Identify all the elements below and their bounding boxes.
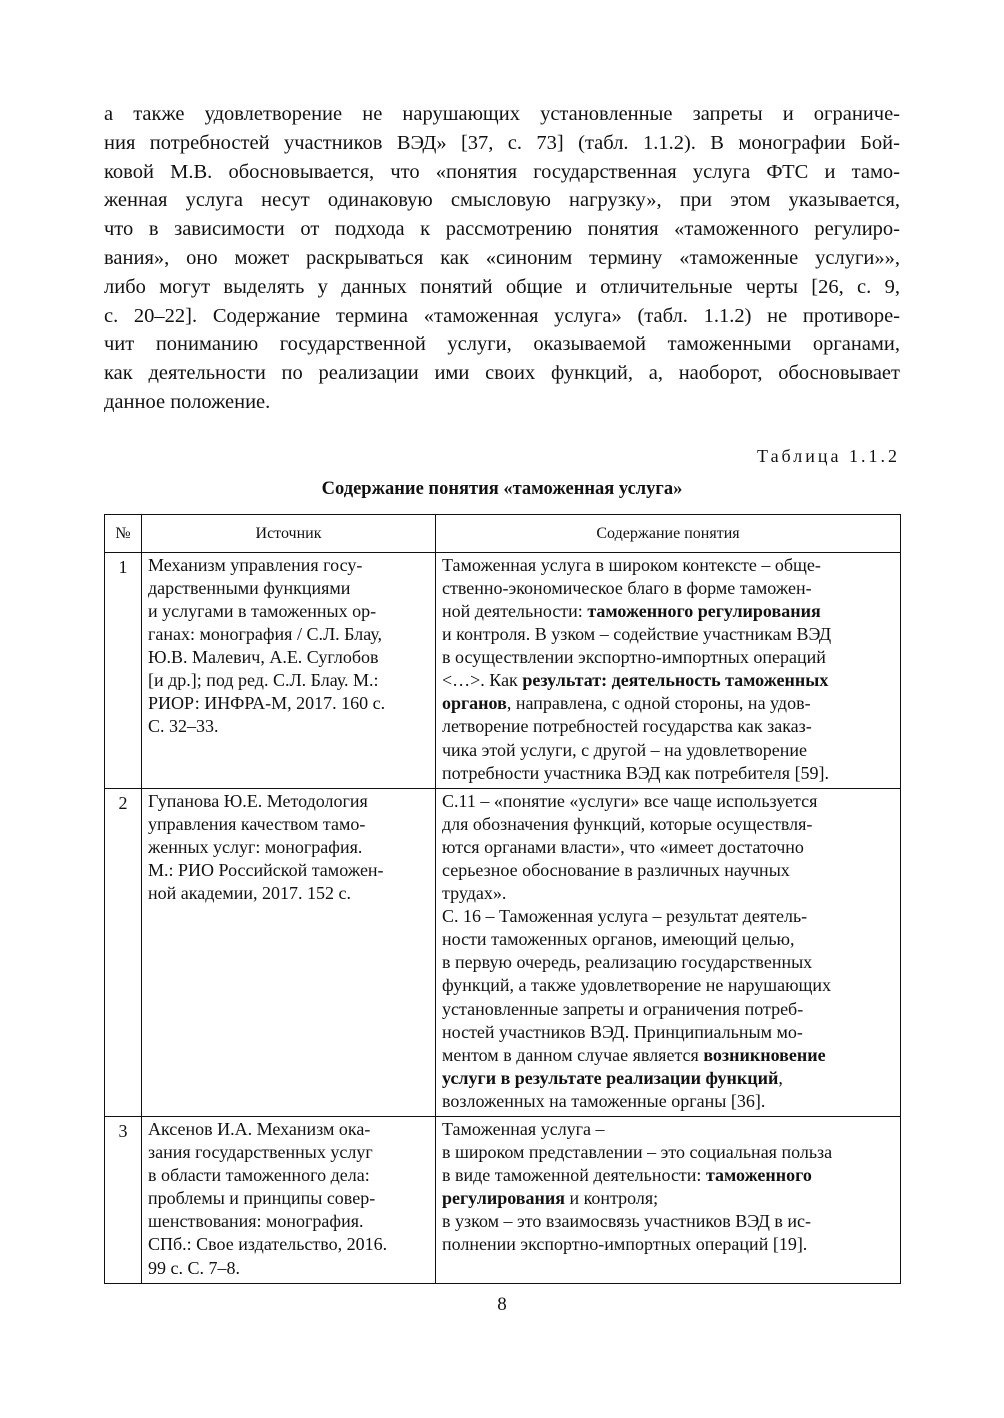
content-line: [442, 1187, 894, 1210]
content-cell: [436, 552, 901, 788]
content-text: ной деятельности:: [442, 600, 588, 621]
content-emphasis: органов: [442, 693, 507, 714]
header-number: №: [105, 514, 142, 552]
definitions-table: [104, 514, 901, 1284]
header-content: Содержание понятия: [436, 514, 901, 552]
source-line: М.: РИО Российской таможен-: [148, 859, 384, 880]
content-line: полнении экспортно-импортных операций [19].: [442, 1234, 808, 1255]
source-line: 99 с. С. 7–8.: [148, 1257, 240, 1278]
content-line: функций, а также удовлетворение не нарушающих: [442, 975, 832, 996]
paragraph-line: женная услуга несут одинаковую смысловую нагрузку», при этом указывается,: [104, 189, 900, 212]
source-line: Аксенов И.А. Механизм ока-: [148, 1119, 371, 1140]
content-text: ,: [778, 1067, 783, 1088]
source-line: Ю.В. Малевич, А.Е. Суглобов: [148, 647, 379, 668]
source-line: в области таможенного дела:: [148, 1165, 370, 1186]
content-line: С. 16 – Таможенная услуга – результат деятель-: [442, 906, 808, 927]
content-text: , направлена, с одной стороны, на удов-: [506, 693, 811, 714]
content-line: и контроля. В узком – содействие участникам ВЭД: [442, 624, 832, 645]
content-line: серьезное обоснование в различных научных: [442, 859, 790, 880]
source-line: РИОР: ИНФРА-М, 2017. 160 с.: [148, 693, 386, 714]
row-number: 2: [105, 788, 142, 1116]
source-line: ной академии, 2017. 152 с.: [148, 883, 352, 904]
source-line: С. 32–33.: [148, 716, 219, 737]
paragraph-line: с. 20–22]. Содержание термина «таможенная услуга» (табл. 1.1.2) не противоре-: [104, 304, 900, 327]
table-number: Таблица 1.1.2: [757, 445, 900, 466]
content-line: ственно-экономическое благо в форме таможен-: [442, 577, 812, 598]
content-text: в виде таможенной деятельности:: [442, 1165, 706, 1186]
content-emphasis: регулирования: [442, 1188, 565, 1209]
paragraph-line: как деятельности по реализации ими своих функций, а, наоборот, обосновывает: [104, 362, 900, 385]
source-line: Механизм управления госу-: [148, 554, 363, 575]
content-line: Таможенная услуга –: [442, 1119, 605, 1140]
row-number: 3: [105, 1117, 142, 1284]
content-line: Таможенная услуга в широком контексте – обще-: [442, 554, 821, 575]
content-emphasis: таможенного: [705, 1165, 812, 1186]
content-line: летворение потребностей государства как заказ-: [442, 716, 812, 737]
table-row: [105, 1117, 901, 1284]
content-line: [442, 692, 894, 715]
source-cell: [142, 1117, 436, 1284]
source-line: Гупанова Ю.Е. Методология: [148, 790, 368, 811]
content-line: С.11 – «понятие «услуги» все чаще используется: [442, 790, 818, 811]
content-emphasis: возникновение: [703, 1044, 826, 1065]
table-title: Содержание понятия «таможенная услуга»: [321, 478, 683, 499]
content-line: [442, 1044, 894, 1067]
source-line: ганах: монография / С.Л. Блау,: [148, 624, 383, 645]
content-line: для обозначения функций, которые осуществля-: [442, 813, 813, 834]
body-paragraph: [104, 100, 900, 417]
page-number: 8: [497, 1294, 507, 1315]
content-line: ности таможенных органов, имеющий целью,: [442, 929, 795, 950]
content-line: ются органами власти», что «имеет достаточно: [442, 836, 804, 857]
table-row: [105, 552, 901, 788]
content-line: ностей участников ВЭД. Принципиальным мо-: [442, 1021, 803, 1042]
paragraph-line: либо могут выделять у данных понятий общие и отличительные черты [26, с. 9,: [104, 275, 900, 298]
content-line: в осуществлении экспортно-импортных операций: [442, 647, 826, 668]
content-line: возложенных на таможенные органы [36].: [442, 1090, 766, 1111]
row-number: 1: [105, 552, 142, 788]
content-line: в первую очередь, реализацию государственных: [442, 952, 813, 973]
source-line: управления качеством тамо-: [148, 813, 366, 834]
paragraph-line: ния потребностей участников ВЭД» [37, с. 73] (табл. 1.1.2). В монографии Бой-: [104, 131, 900, 154]
source-line: и услугами в таможенных ор-: [148, 600, 377, 621]
content-line: чика этой услуги, с другой – на удовлетворение: [442, 739, 807, 760]
header-source: Источник: [142, 514, 436, 552]
page-content: [104, 100, 900, 1284]
content-line: трудах».: [442, 883, 507, 904]
source-line: женных услуг: монография.: [148, 836, 363, 857]
paragraph-line: данное положение.: [104, 390, 271, 413]
content-cell: [436, 1117, 901, 1284]
content-text: ментом в данном случае является: [442, 1044, 704, 1065]
source-line: [и др.]; под ред. С.Л. Блау. М.:: [148, 670, 379, 691]
content-line: [442, 1067, 894, 1090]
paragraph-line: вания», оно может раскрываться как «синоним термину «таможенные услуги»»,: [104, 246, 900, 269]
table-header-row: [105, 514, 901, 552]
paragraph-line: а также удовлетворение не нарушающих установленные запреты и ограниче-: [104, 103, 900, 125]
content-text: и контроля;: [564, 1188, 659, 1209]
content-emphasis: таможенного регулирования: [587, 600, 821, 621]
source-line: дарственными функциями: [148, 577, 351, 598]
source-line: шенствования: монография.: [148, 1211, 364, 1232]
paragraph-line: что в зависимости от подхода к рассмотрению понятия «таможенного регулиро-: [104, 218, 900, 241]
content-emphasis: услуги в результате реализации функций: [442, 1067, 779, 1088]
source-cell: [142, 788, 436, 1116]
content-line: [442, 669, 894, 692]
table-row: [105, 788, 901, 1116]
source-cell: [142, 552, 436, 788]
source-line: СПб.: Свое издательство, 2016.: [148, 1234, 388, 1255]
content-line: потребности участника ВЭД как потребителя [59].: [442, 762, 830, 783]
content-line: [442, 1164, 894, 1187]
content-cell: [436, 788, 901, 1116]
paragraph-line: чит пониманию государственной услуги, оказываемой таможенными органами,: [104, 333, 900, 356]
content-line: установленные запреты и ограничения потреб-: [442, 998, 804, 1019]
content-text: <…>. Как: [442, 670, 523, 691]
content-emphasis: результат: деятельность таможенных: [522, 670, 829, 691]
content-line: в узком – это взаимосвязь участников ВЭД в ис-: [442, 1211, 812, 1232]
source-line: зания государственных услуг: [148, 1142, 373, 1163]
source-line: проблемы и принципы совер-: [148, 1188, 376, 1209]
content-line: [442, 600, 894, 623]
paragraph-line: ковой М.В. обосновывается, что «понятия государственная услуга ФТС и тамо-: [104, 160, 900, 183]
content-line: в широком представлении – это социальная польза: [442, 1142, 833, 1163]
